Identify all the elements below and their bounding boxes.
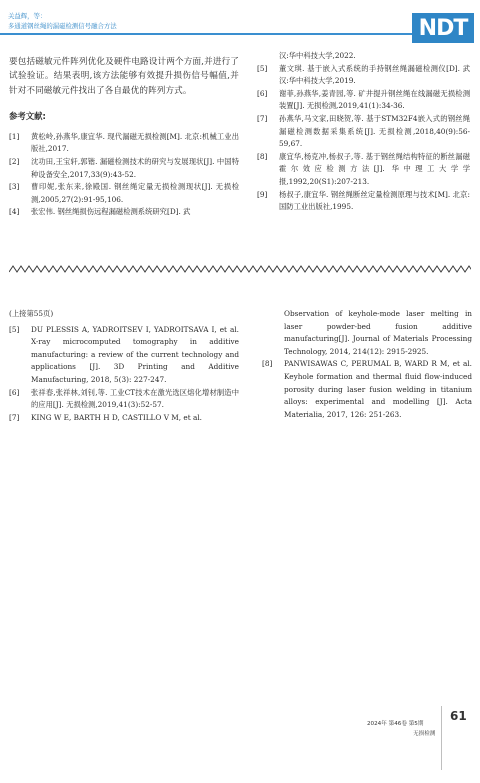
reference-text: 董文琪. 基于嵌入式系统的手持钢丝绳漏磁检测仪[D]. 武汉:华中科技大学,2019.	[279, 63, 470, 86]
running-head-title: 多通道钢丝绳的漏磁检测信号融合方法	[8, 22, 117, 30]
page-header	[0, 0, 480, 46]
reference-text: 康宜华,杨克冲,杨叔子,等. 基于钢丝绳结构特征的断丝漏磁霍尔效应检测方法[J]. 华中理工大学学报,1992,20(S1):207-213.	[279, 151, 470, 186]
reference-number: [8]	[257, 151, 268, 161]
reference-number: [4]	[9, 207, 20, 217]
section-divider-wave	[9, 264, 471, 274]
running-head-authors: 关益辉，等：	[8, 12, 47, 20]
reference-item	[257, 151, 470, 189]
reference-number: [6]	[9, 387, 20, 397]
header-divider	[0, 33, 415, 35]
reference-number	[262, 308, 284, 358]
reference-item	[257, 50, 470, 63]
reference-text: 孙燕华,马文家,田晓贺,等. 基于STM32F4嵌入式的钢丝绳漏磁检测数据采集系统[J]. 无损检测,2018,40(9):56-59,67.	[279, 113, 470, 149]
reference-number: [7]	[9, 412, 20, 422]
body-paragraph: 要包括磁敏元件阵列优化及硬件电路设计两个方面,并进行了试验验证。结果表明,该方法能够有效提升损伤信号幅值,并针对不同磁敏元件找出了各自最优的阵列方式。	[9, 57, 239, 96]
reference-item	[9, 131, 239, 156]
reference-number: [8]	[262, 359, 273, 369]
references-heading: 参考文献:	[9, 111, 46, 122]
reference-item	[257, 189, 470, 214]
reference-number: [3]	[9, 182, 20, 192]
reference-item	[9, 156, 239, 181]
reference-item	[257, 88, 470, 113]
left-column-top	[9, 55, 239, 219]
reference-text: 张宏伟. 钢丝绳损伤远程漏磁检测系统研究[D]. 武	[31, 207, 191, 217]
reference-text: KING W E, BARTH H D, CASTILLO V M, et al.	[31, 412, 202, 422]
reference-text: 谢菲,孙燕华,姜青园,等. 矿井提升钢丝绳在线漏磁无损检测装置[J]. 无损检测,2019,41(1):34-36.	[279, 88, 470, 111]
reference-text: 杨叔子,康宜华. 钢丝绳断丝定量检测原理与技术[M]. 北京:国防工业出版社,1995.	[279, 189, 470, 212]
reference-item	[9, 206, 239, 219]
reference-text: PANWISAWAS C, PERUMAL B, WARD R M, et al. Keyhole formation and thermal fluid flow-induced porosity during laser fusion welding in titanium alloys: experimental and modelling [J]. Acta Materialia, 2017, 126: 251-263.	[284, 359, 472, 419]
journal-logo	[412, 13, 474, 43]
journal-name: 无损检测	[413, 731, 436, 737]
reference-item	[9, 412, 239, 425]
reference-number	[257, 50, 279, 63]
reference-item	[262, 308, 472, 358]
reference-number: [5]	[9, 324, 20, 334]
reference-number: [2]	[9, 157, 20, 166]
reference-text: 汉:华中科技大学,2022.	[279, 51, 356, 60]
reference-item	[9, 387, 239, 412]
reference-number: [5]	[257, 63, 268, 73]
reference-number: [1]	[9, 131, 20, 141]
reference-item	[262, 358, 472, 421]
continued-note: (上接第55页)	[9, 309, 54, 318]
reference-text: 张祥春,张祥林,刘钊,等. 工业CT技术在激光选区熔化增材制造中的应用[J]. 无损检测,2019,41(3):52-57.	[31, 387, 239, 410]
reference-text: Observation of keyhole-mode laser melting in laser powder-bed fusion additive manufacturing[J]. Journal of Materials Processing Technology, 2014, 214(12): 2915-2925.	[284, 309, 472, 356]
reference-item	[257, 113, 470, 151]
right-column-top	[257, 50, 470, 214]
reference-number: [9]	[257, 189, 268, 199]
page-number: 61	[450, 709, 467, 723]
footer-divider	[441, 706, 442, 770]
reference-list	[9, 131, 239, 219]
reference-text: 黄松岭,孙燕华,康宜华. 现代漏磁无损检测[M]. 北京:机械工业出版社,2017.	[31, 131, 239, 154]
reference-text: 沈功田,王宝轩,郭锴. 漏磁检测技术的研究与发展现状[J]. 中国特种设备安全,2017,33(9):43-52.	[31, 157, 239, 179]
reference-text: 曹印妮,张东来,徐殿国. 钢丝绳定量无损检测现状[J]. 无损检测,2005,27(2):91-95,106.	[31, 182, 239, 204]
reference-text: DU PLESSIS A, YADROITSEV I, YADROITSAVA I, et al. X-ray microcomputed tomography in additive manufacturing: a review of the current technology and applications [J]. 3D Printing and Additive Manufacturing, 2018, 5(3): 227-247.	[31, 324, 239, 384]
reference-number: [6]	[257, 88, 268, 98]
reference-number: [7]	[257, 113, 268, 123]
right-column-bottom	[262, 308, 472, 421]
journal-logo-text: NDT	[418, 15, 468, 41]
issue-info: 2024年 第46卷 第5期	[367, 721, 424, 727]
reference-item	[9, 324, 239, 387]
reference-item	[257, 63, 470, 88]
left-column-bottom	[9, 308, 239, 424]
reference-item	[9, 181, 239, 206]
